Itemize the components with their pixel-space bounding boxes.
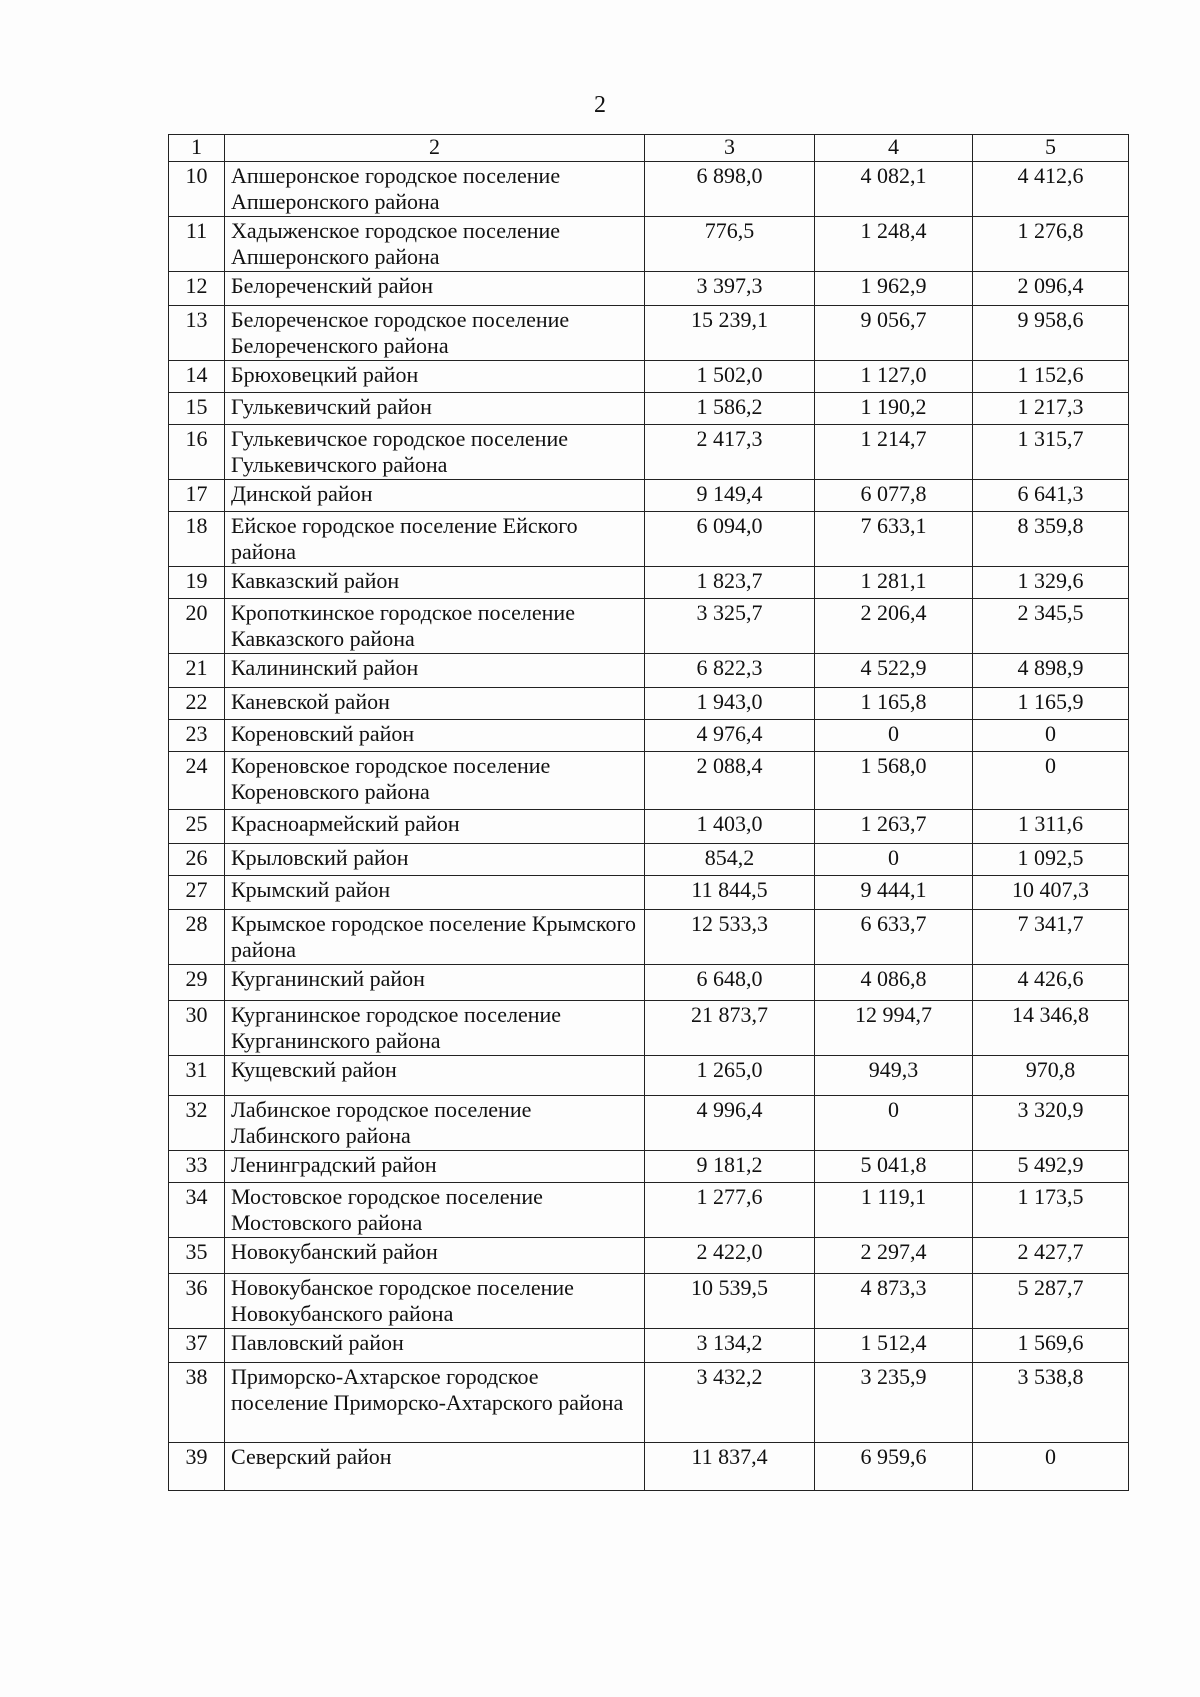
value-col3-cell: 15 239,1 (645, 306, 815, 361)
table-header-row (169, 135, 1129, 162)
row-number-cell: 17 (169, 480, 225, 512)
value-col4-cell: 9 444,1 (815, 876, 973, 910)
municipality-name-cell: Лабинское городское поселение Лабинского района (225, 1096, 645, 1151)
municipality-name-cell: Динской район (225, 480, 645, 512)
municipality-name-cell: Кавказский район (225, 567, 645, 599)
table-row (169, 654, 1129, 688)
table-row (169, 599, 1129, 654)
column-header: 1 (169, 135, 225, 162)
value-col4-cell: 3 235,9 (815, 1363, 973, 1443)
value-col5-cell: 2 345,5 (973, 599, 1129, 654)
row-number-cell: 22 (169, 688, 225, 720)
row-number-cell: 33 (169, 1151, 225, 1183)
value-col5-cell: 3 538,8 (973, 1363, 1129, 1443)
municipality-name-cell: Кореновское городское поселение Кореновского района (225, 752, 645, 810)
table-row (169, 1183, 1129, 1238)
value-col5-cell: 7 341,7 (973, 910, 1129, 965)
value-col5-cell: 1 569,6 (973, 1329, 1129, 1363)
value-col3-cell: 6 822,3 (645, 654, 815, 688)
value-col4-cell: 1 281,1 (815, 567, 973, 599)
value-col4-cell: 949,3 (815, 1056, 973, 1096)
row-number-cell: 27 (169, 876, 225, 910)
municipality-name-cell: Павловский район (225, 1329, 645, 1363)
value-col5-cell: 0 (973, 720, 1129, 752)
value-col5-cell: 2 096,4 (973, 272, 1129, 306)
row-number-cell: 13 (169, 306, 225, 361)
table-row (169, 306, 1129, 361)
row-number-cell: 34 (169, 1183, 225, 1238)
value-col3-cell: 1 586,2 (645, 393, 815, 425)
value-col5-cell: 1 329,6 (973, 567, 1129, 599)
value-col3-cell: 1 502,0 (645, 361, 815, 393)
value-col3-cell: 1 823,7 (645, 567, 815, 599)
table-row (169, 1056, 1129, 1096)
table-row (169, 1151, 1129, 1183)
row-number-cell: 24 (169, 752, 225, 810)
value-col3-cell: 9 149,4 (645, 480, 815, 512)
value-col3-cell: 3 432,2 (645, 1363, 815, 1443)
row-number-cell: 28 (169, 910, 225, 965)
table-row (169, 1329, 1129, 1363)
municipality-name-cell: Красноармейский район (225, 810, 645, 844)
value-col5-cell: 4 898,9 (973, 654, 1129, 688)
municipality-name-cell: Новокубанское городское поселение Новокубанского района (225, 1274, 645, 1329)
table-row (169, 688, 1129, 720)
value-col3-cell: 11 837,4 (645, 1443, 815, 1491)
value-col4-cell: 1 248,4 (815, 217, 973, 272)
municipality-name-cell: Северский район (225, 1443, 645, 1491)
value-col5-cell: 1 217,3 (973, 393, 1129, 425)
municipality-name-cell: Белореченское городское поселение Белореченского района (225, 306, 645, 361)
value-col3-cell: 6 648,0 (645, 965, 815, 1001)
value-col4-cell: 4 086,8 (815, 965, 973, 1001)
value-col3-cell: 4 976,4 (645, 720, 815, 752)
table-row (169, 876, 1129, 910)
table-row (169, 567, 1129, 599)
value-col3-cell: 2 417,3 (645, 425, 815, 480)
value-col5-cell: 970,8 (973, 1056, 1129, 1096)
value-col4-cell: 0 (815, 720, 973, 752)
value-col4-cell: 6 077,8 (815, 480, 973, 512)
row-number-cell: 39 (169, 1443, 225, 1491)
value-col4-cell: 1 127,0 (815, 361, 973, 393)
value-col5-cell: 0 (973, 752, 1129, 810)
value-col4-cell: 12 994,7 (815, 1001, 973, 1056)
row-number-cell: 15 (169, 393, 225, 425)
table-row (169, 272, 1129, 306)
value-col4-cell: 5 041,8 (815, 1151, 973, 1183)
value-col5-cell: 2 427,7 (973, 1238, 1129, 1274)
value-col4-cell: 6 633,7 (815, 910, 973, 965)
value-col4-cell: 4 522,9 (815, 654, 973, 688)
table-row (169, 965, 1129, 1001)
table-row (169, 910, 1129, 965)
row-number-cell: 29 (169, 965, 225, 1001)
value-col4-cell: 1 962,9 (815, 272, 973, 306)
value-col4-cell: 1 165,8 (815, 688, 973, 720)
value-col4-cell: 0 (815, 844, 973, 876)
table-row (169, 425, 1129, 480)
municipality-name-cell: Кущевский район (225, 1056, 645, 1096)
row-number-cell: 38 (169, 1363, 225, 1443)
value-col4-cell: 0 (815, 1096, 973, 1151)
row-number-cell: 11 (169, 217, 225, 272)
value-col3-cell: 854,2 (645, 844, 815, 876)
row-number-cell: 35 (169, 1238, 225, 1274)
value-col3-cell: 3 325,7 (645, 599, 815, 654)
value-col4-cell: 1 568,0 (815, 752, 973, 810)
row-number-cell: 32 (169, 1096, 225, 1151)
table-row (169, 844, 1129, 876)
row-number-cell: 14 (169, 361, 225, 393)
value-col3-cell: 4 996,4 (645, 1096, 815, 1151)
value-col4-cell: 1 119,1 (815, 1183, 973, 1238)
municipality-name-cell: Курганинский район (225, 965, 645, 1001)
row-number-cell: 26 (169, 844, 225, 876)
row-number-cell: 37 (169, 1329, 225, 1363)
value-col5-cell: 1 173,5 (973, 1183, 1129, 1238)
row-number-cell: 31 (169, 1056, 225, 1096)
column-header: 4 (815, 135, 973, 162)
value-col3-cell: 6 898,0 (645, 162, 815, 217)
value-col4-cell: 4 873,3 (815, 1274, 973, 1329)
row-number-cell: 16 (169, 425, 225, 480)
table-row (169, 720, 1129, 752)
value-col5-cell: 6 641,3 (973, 480, 1129, 512)
row-number-cell: 30 (169, 1001, 225, 1056)
value-col5-cell: 4 426,6 (973, 965, 1129, 1001)
column-header: 3 (645, 135, 815, 162)
municipality-name-cell: Каневской район (225, 688, 645, 720)
value-col4-cell: 9 056,7 (815, 306, 973, 361)
value-col3-cell: 1 265,0 (645, 1056, 815, 1096)
value-col5-cell: 1 152,6 (973, 361, 1129, 393)
table-row (169, 1096, 1129, 1151)
municipality-name-cell: Крымское городское поселение Крымского района (225, 910, 645, 965)
value-col4-cell: 2 206,4 (815, 599, 973, 654)
table-row (169, 810, 1129, 844)
table-row (169, 393, 1129, 425)
value-col3-cell: 3 397,3 (645, 272, 815, 306)
value-col3-cell: 2 088,4 (645, 752, 815, 810)
row-number-cell: 20 (169, 599, 225, 654)
value-col5-cell: 4 412,6 (973, 162, 1129, 217)
table-row (169, 361, 1129, 393)
value-col4-cell: 1 263,7 (815, 810, 973, 844)
value-col3-cell: 1 943,0 (645, 688, 815, 720)
value-col3-cell: 12 533,3 (645, 910, 815, 965)
value-col3-cell: 9 181,2 (645, 1151, 815, 1183)
value-col4-cell: 1 190,2 (815, 393, 973, 425)
value-col4-cell: 1 512,4 (815, 1329, 973, 1363)
value-col3-cell: 2 422,0 (645, 1238, 815, 1274)
table-row (169, 1001, 1129, 1056)
value-col3-cell: 6 094,0 (645, 512, 815, 567)
column-header: 5 (973, 135, 1129, 162)
municipality-name-cell: Ейское городское поселение Ейского района (225, 512, 645, 567)
municipality-name-cell: Гулькевичское городское поселение Гулькевичского района (225, 425, 645, 480)
table-row (169, 752, 1129, 810)
table-row (169, 217, 1129, 272)
value-col3-cell: 11 844,5 (645, 876, 815, 910)
municipality-name-cell: Новокубанский район (225, 1238, 645, 1274)
row-number-cell: 23 (169, 720, 225, 752)
municipality-name-cell: Кропоткинское городское поселение Кавказского района (225, 599, 645, 654)
data-table (168, 134, 1129, 1491)
municipality-name-cell: Апшеронское городское поселение Апшеронского района (225, 162, 645, 217)
value-col5-cell: 5 287,7 (973, 1274, 1129, 1329)
municipality-name-cell: Курганинское городское поселение Курганинского района (225, 1001, 645, 1056)
municipality-name-cell: Кореновский район (225, 720, 645, 752)
value-col5-cell: 1 092,5 (973, 844, 1129, 876)
value-col5-cell: 1 311,6 (973, 810, 1129, 844)
value-col5-cell: 10 407,3 (973, 876, 1129, 910)
table-row (169, 480, 1129, 512)
value-col5-cell: 14 346,8 (973, 1001, 1129, 1056)
value-col3-cell: 776,5 (645, 217, 815, 272)
value-col5-cell: 1 315,7 (973, 425, 1129, 480)
value-col5-cell: 1 276,8 (973, 217, 1129, 272)
municipality-name-cell: Крыловский район (225, 844, 645, 876)
municipality-name-cell: Крымский район (225, 876, 645, 910)
municipality-name-cell: Белореченский район (225, 272, 645, 306)
table-row (169, 1363, 1129, 1443)
row-number-cell: 25 (169, 810, 225, 844)
value-col3-cell: 21 873,7 (645, 1001, 815, 1056)
municipality-name-cell: Ленинградский район (225, 1151, 645, 1183)
value-col4-cell: 4 082,1 (815, 162, 973, 217)
value-col5-cell: 5 492,9 (973, 1151, 1129, 1183)
value-col5-cell: 3 320,9 (973, 1096, 1129, 1151)
value-col4-cell: 7 633,1 (815, 512, 973, 567)
value-col3-cell: 1 277,6 (645, 1183, 815, 1238)
municipality-name-cell: Калининский район (225, 654, 645, 688)
value-col5-cell: 9 958,6 (973, 306, 1129, 361)
value-col4-cell: 1 214,7 (815, 425, 973, 480)
value-col3-cell: 1 403,0 (645, 810, 815, 844)
municipality-name-cell: Мостовское городское поселение Мостовского района (225, 1183, 645, 1238)
column-header: 2 (225, 135, 645, 162)
value-col5-cell: 0 (973, 1443, 1129, 1491)
municipality-name-cell: Хадыженское городское поселение Апшеронского района (225, 217, 645, 272)
table-row (169, 162, 1129, 217)
row-number-cell: 12 (169, 272, 225, 306)
row-number-cell: 19 (169, 567, 225, 599)
value-col4-cell: 6 959,6 (815, 1443, 973, 1491)
municipality-name-cell: Гулькевичский район (225, 393, 645, 425)
value-col4-cell: 2 297,4 (815, 1238, 973, 1274)
page-number: 2 (594, 92, 606, 118)
value-col5-cell: 8 359,8 (973, 512, 1129, 567)
table-row (169, 1274, 1129, 1329)
row-number-cell: 21 (169, 654, 225, 688)
table-body (169, 162, 1129, 1491)
row-number-cell: 36 (169, 1274, 225, 1329)
value-col5-cell: 1 165,9 (973, 688, 1129, 720)
table-row (169, 1443, 1129, 1491)
value-col3-cell: 3 134,2 (645, 1329, 815, 1363)
row-number-cell: 18 (169, 512, 225, 567)
municipality-name-cell: Брюховецкий район (225, 361, 645, 393)
row-number-cell: 10 (169, 162, 225, 217)
municipality-name-cell: Приморско-Ахтарское городское поселение Приморско-Ахтарского района (225, 1363, 645, 1443)
table-row (169, 512, 1129, 567)
table-row (169, 1238, 1129, 1274)
value-col3-cell: 10 539,5 (645, 1274, 815, 1329)
